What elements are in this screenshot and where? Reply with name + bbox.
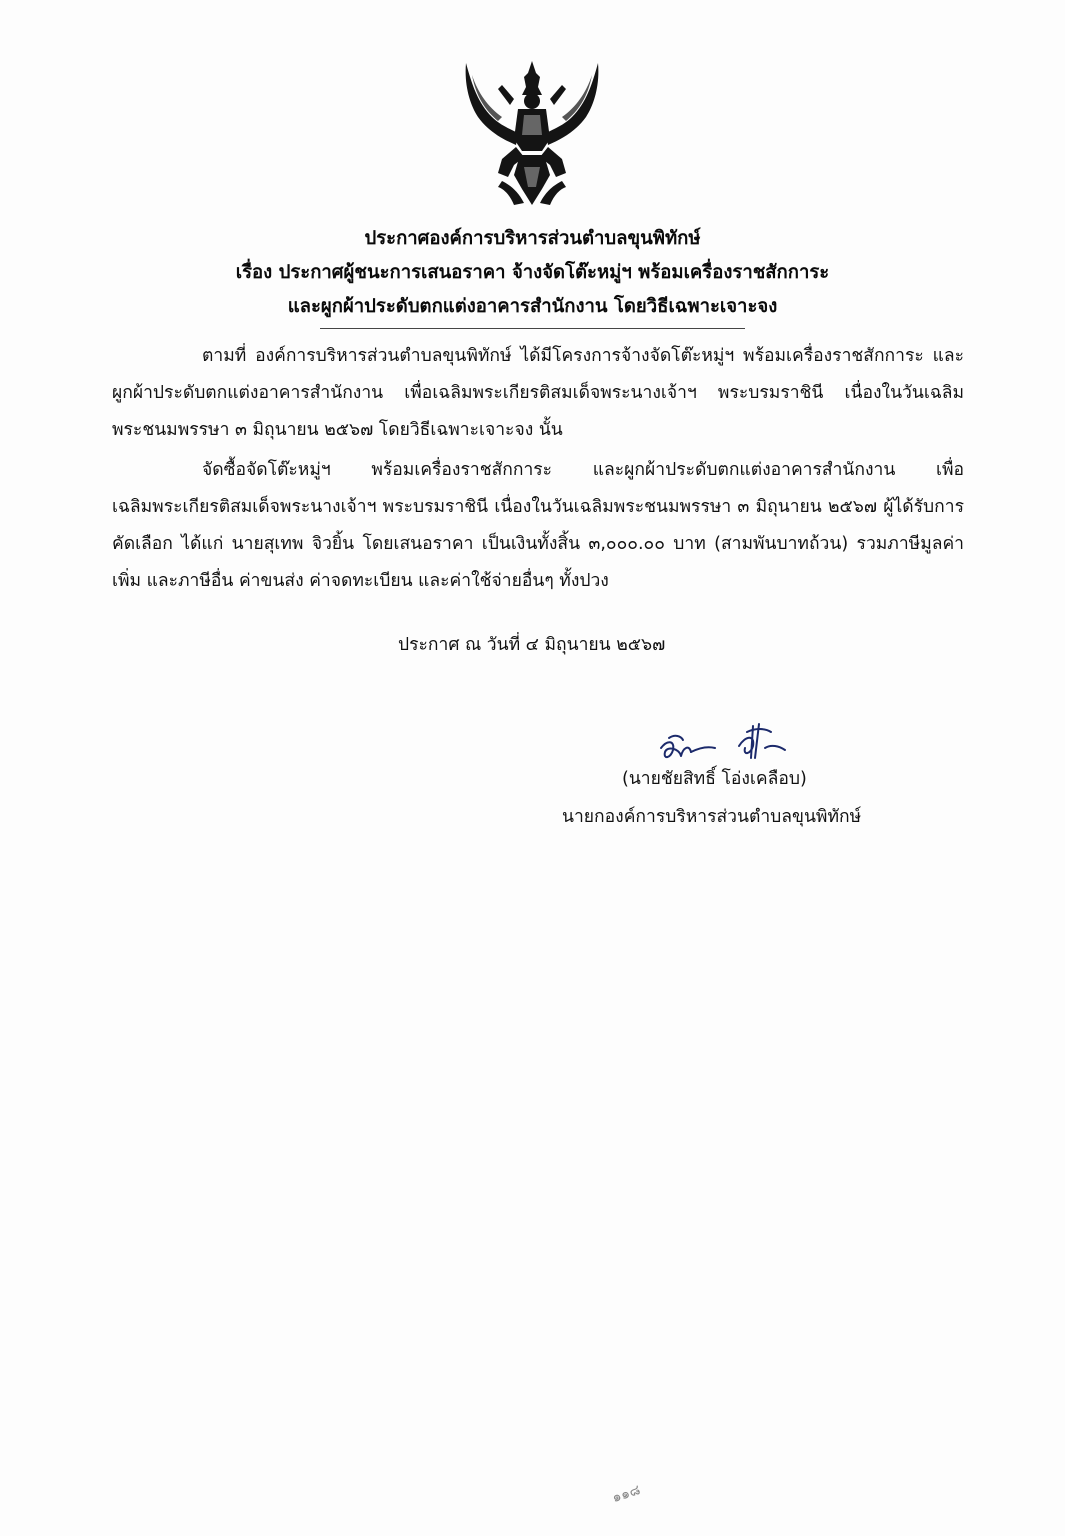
title-line-1: ประกาศองค์การบริหารส่วนตำบลขุนพิทักษ์	[364, 228, 701, 249]
paragraph-1-text: ตามที่ องค์การบริหารส่วนตำบลขุนพิทักษ์ ได้มีโครงการจ้างจัดโต๊ะหมู่ฯ พร้อมเครื่องราชสักการะ และผูกผ้าประดับตกแต่งอาคารสำนักงาน เพื่อเฉลิมพระเกียรติสมเด็จพระนางเจ้าฯ พระบรมราชินี เนื่องในวันเฉลิมพระชนมพรรษา ๓ มิถุนายน ๒๕๖๗ โดยวิธีเฉพาะเจาะจง นั้น	[112, 346, 964, 440]
signatory-position: นายกองค์การบริหารส่วนตำบลขุนพิทักษ์	[562, 807, 862, 827]
title-divider	[320, 328, 745, 329]
announcement-date: ประกาศ ณ วันที่ ๔ มิถุนายน ๒๕๖๗	[398, 635, 666, 655]
title-line-3: และผูกผ้าประดับตกแต่งอาคารสำนักงาน โดยวิธีเฉพาะเจาะจง	[287, 296, 778, 317]
handwritten-page-mark: ๑๑๘	[610, 1481, 643, 1507]
title-line-2: เรื่อง ประกาศผู้ชนะการเสนอราคา จ้างจัดโต๊ะหมู่ฯ พร้อมเครื่องราชสักการะ	[235, 262, 830, 283]
garuda-emblem-icon	[458, 55, 606, 215]
body-paragraph-1	[112, 338, 964, 449]
body-paragraph-2	[112, 452, 964, 600]
paragraph-2-text: จัดซื้อจัดโต๊ะหมู่ฯ พร้อมเครื่องราชสักการะ และผูกผ้าประดับตกแต่งอาคารสำนักงาน เพื่อเฉลิมพระเกียรติสมเด็จพระนางเจ้าฯ พระบรมราชินี เนื่องในวันเฉลิมพระชนมพรรษา ๓ มิถุนายน ๒๕๖๗ ผู้ได้รับการคัดเลือก ได้แก่ นายสุเทพ จิวยิ้น โดยเสนอราคา เป็นเงินทั้งสิ้น ๓,๐๐๐.๐๐ บาท (สามพันบาทถ้วน) รวมภาษีมูลค่าเพิ่ม และภาษีอื่น ค่าขนส่ง ค่าจดทะเบียน และค่าใช้จ่ายอื่นๆ ทั้งปวง	[112, 460, 964, 591]
announcement-title	[0, 222, 1065, 324]
signatory-name: (นายชัยสิทธิ์ โอ่งเคลือบ)	[622, 769, 807, 789]
